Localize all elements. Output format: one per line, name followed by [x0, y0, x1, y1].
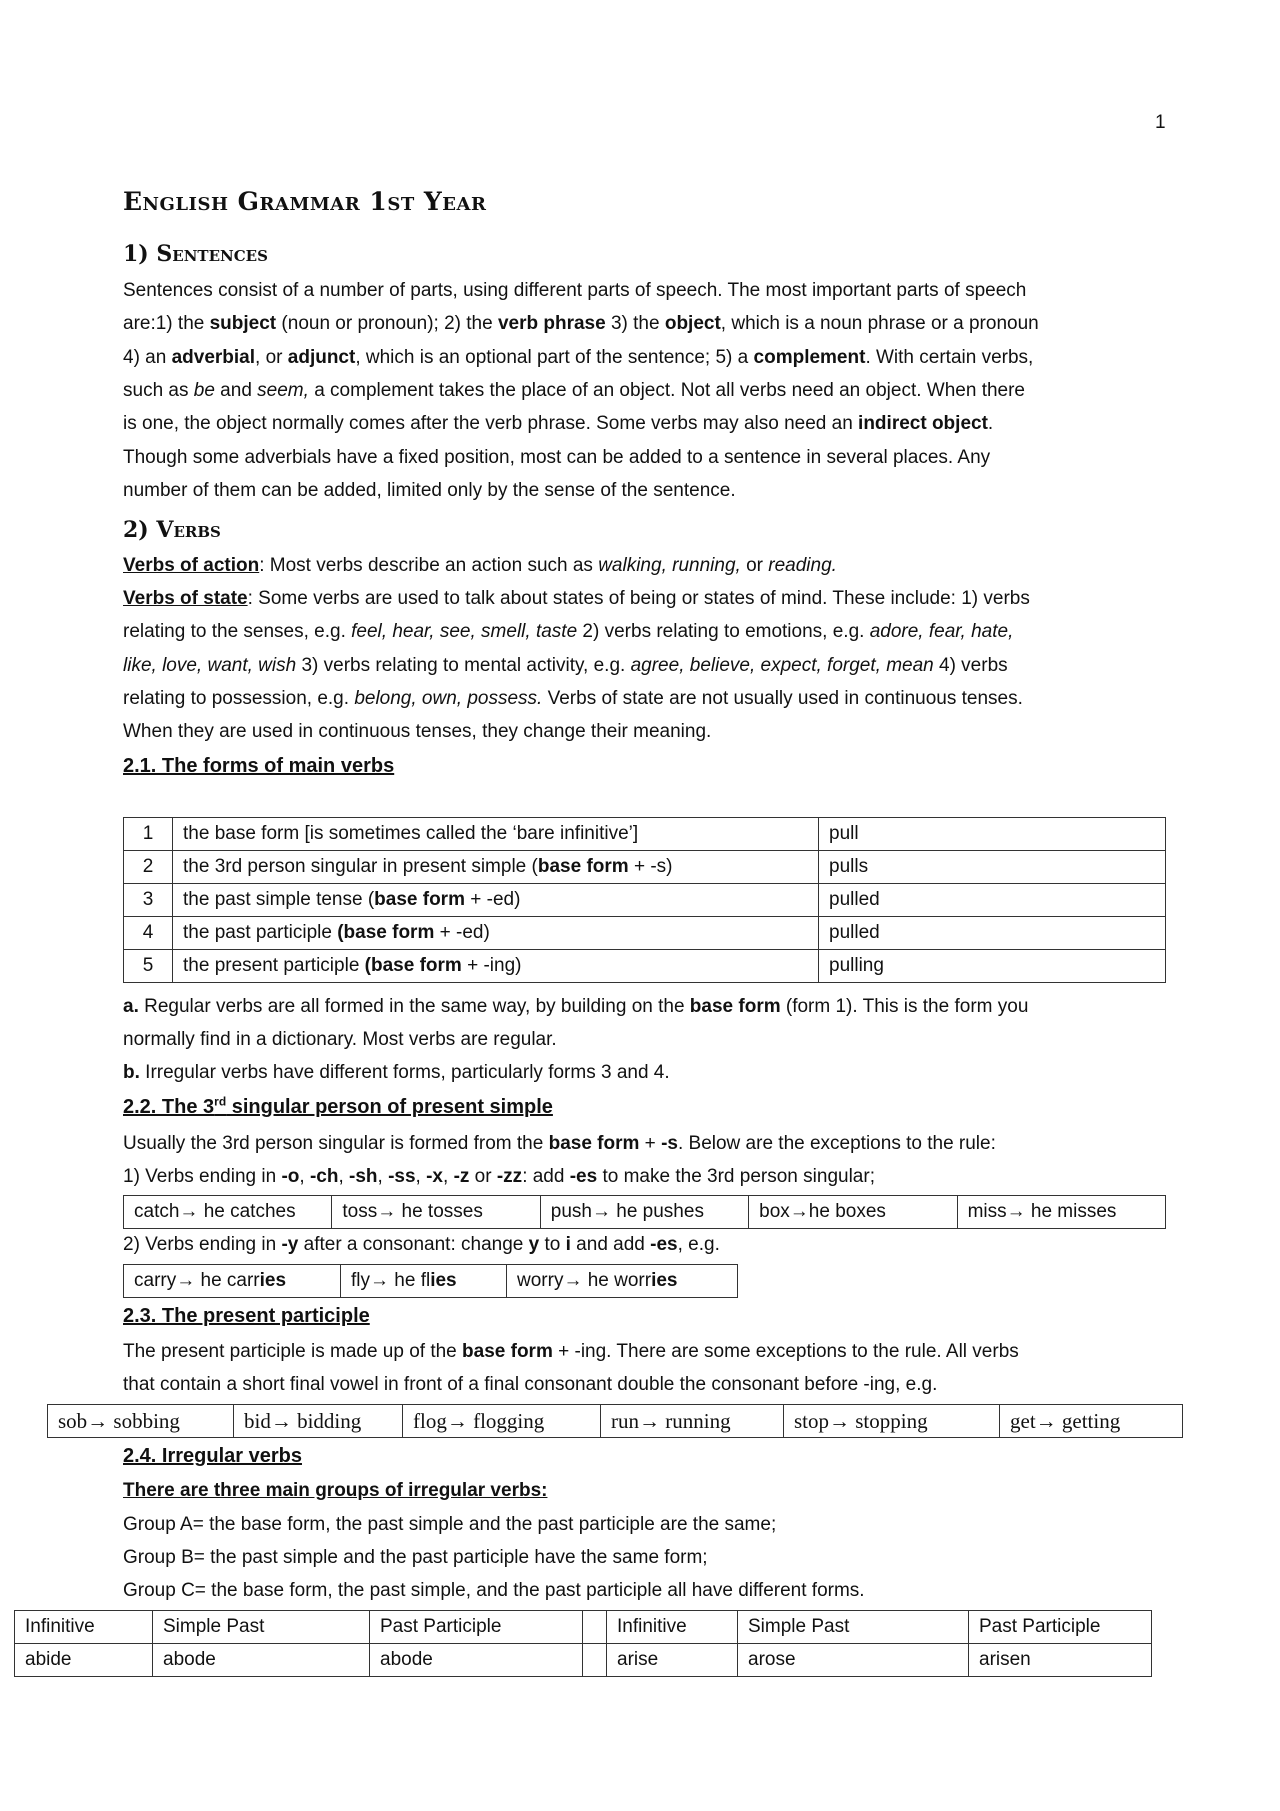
text-run: Verbs of action	[123, 555, 260, 576]
subsection-heading-third-person	[123, 1091, 553, 1124]
text-run: a complement takes the place of an object. Not all verbs need an object. When there	[308, 380, 1026, 401]
text-run: like, love, want, wish	[123, 655, 297, 676]
text-run: -sh	[349, 1166, 378, 1187]
text-run: 2) verbs relating to emotions, e.g.	[577, 621, 870, 642]
text-run: (base form	[364, 955, 462, 976]
paragraph-line	[123, 441, 990, 474]
form-description-cell	[173, 851, 819, 884]
example-cell	[124, 1265, 341, 1298]
subsection-heading-forms: 2.1. The forms of main verbs	[123, 755, 395, 777]
text-run: carry→ he carr	[134, 1270, 260, 1291]
example-cell: miss→ he misses	[957, 1196, 1165, 1229]
text-run: Regular verbs are all formed in the same way, by building on the	[138, 996, 690, 1017]
paragraph-line	[123, 549, 837, 582]
section-heading-sentences: 1) Sentences	[123, 241, 268, 267]
text-run: relating to the senses, e.g.	[123, 621, 352, 642]
example-cell: bid→ bidding	[234, 1405, 403, 1438]
paragraph-line	[123, 341, 1033, 374]
text-run: ies	[259, 1270, 287, 1291]
paragraph-line	[123, 715, 711, 748]
text-run: base form	[374, 889, 465, 910]
note-line	[123, 1056, 670, 1089]
table-row	[124, 950, 1166, 983]
text-run: 2.2. The 3	[123, 1096, 215, 1118]
text-run: and add	[570, 1234, 651, 1255]
text-run: 1) Verbs ending in	[123, 1166, 282, 1187]
text-run: fly→ he fl	[351, 1270, 431, 1291]
text-run: (form 1). This is the form you	[780, 996, 1029, 1017]
text-run: -ch	[309, 1166, 339, 1187]
text-run: , which is an optional part of the sentence; 5) a	[355, 347, 754, 368]
example-cell: run→ running	[601, 1405, 784, 1438]
text-run: Irregular verbs have different forms, particularly forms 3 and 4.	[139, 1062, 670, 1083]
ies-examples-table	[123, 1264, 738, 1298]
example-cell: get→ getting	[1000, 1405, 1183, 1438]
text-run: -z	[453, 1166, 470, 1187]
text-run: to make the 3rd person singular;	[597, 1166, 875, 1187]
text-run: and	[214, 380, 258, 401]
form-number-cell: 5	[124, 950, 173, 983]
section-heading-verbs: 2) Verbs	[123, 517, 221, 543]
text-run: ies	[430, 1270, 457, 1291]
text-run: a.	[123, 996, 139, 1017]
example-cell: stop→ stopping	[784, 1405, 1000, 1438]
text-run: rd	[214, 1094, 227, 1109]
example-cell: catch→ he catches	[124, 1196, 332, 1229]
text-run: -o	[281, 1166, 300, 1187]
group-b-line: Group B= the past simple and the past participle have the same form;	[123, 1547, 708, 1568]
form-number-cell: 3	[124, 884, 173, 917]
text-run: + -ing)	[461, 955, 522, 976]
es-examples-table	[123, 1195, 1166, 1229]
paragraph-line	[123, 1335, 1019, 1368]
text-run: , or	[255, 347, 288, 368]
example-cell: sob→ sobbing	[48, 1405, 234, 1438]
paragraph-line	[123, 682, 1023, 715]
text-run: or	[740, 555, 769, 576]
form-example-cell: pulled	[819, 884, 1166, 917]
example-cell	[507, 1265, 738, 1298]
text-run: feel, hear, see, smell, taste	[351, 621, 578, 642]
text-run: the 3rd person singular in present simple (	[183, 856, 538, 877]
text-run: .	[987, 413, 994, 434]
text-run: -zz	[496, 1166, 523, 1187]
text-run: -es	[650, 1234, 678, 1255]
text-run: base form	[462, 1341, 553, 1362]
column-header: Past Participle	[370, 1611, 583, 1644]
text-run: , e.g.	[677, 1234, 720, 1255]
table-cell: abide	[15, 1644, 153, 1677]
text-run: ,	[338, 1166, 350, 1187]
text-run: The present participle is made up of the	[123, 1341, 463, 1362]
form-description-cell	[173, 950, 819, 983]
text-run: base form	[548, 1133, 640, 1154]
text-run: 4) an	[123, 347, 172, 368]
text-run: + -ed)	[434, 922, 490, 943]
text-run: is one, the object normally comes after the verb phrase. Some verbs may also need an	[123, 413, 859, 434]
text-run: (base form	[337, 922, 435, 943]
text-run: base form	[689, 996, 781, 1017]
column-header: Infinitive	[15, 1611, 153, 1644]
paragraph-line	[123, 274, 1026, 307]
text-run: + -ing. There are some exceptions to the rule. All verbs	[552, 1341, 1019, 1362]
form-description-cell	[173, 818, 819, 851]
paragraph-line	[123, 615, 1013, 648]
paragraph-line	[123, 374, 1025, 407]
text-run: ies	[651, 1270, 678, 1291]
table-row	[15, 1644, 1152, 1677]
form-number-cell: 1	[124, 818, 173, 851]
table-row	[48, 1405, 1183, 1438]
form-example-cell: pulls	[819, 851, 1166, 884]
text-run: -x	[426, 1166, 444, 1187]
form-number-cell: 2	[124, 851, 173, 884]
text-run: verb phrase	[497, 313, 606, 334]
group-c-line: Group C= the base form, the past simple, and the past participle all have different forms.	[123, 1580, 865, 1601]
text-run: (noun or pronoun); 2) the	[276, 313, 498, 334]
text-run: indirect object	[858, 413, 988, 434]
text-run: + -s)	[628, 856, 673, 877]
table-row	[124, 884, 1166, 917]
text-run: : add	[522, 1166, 570, 1187]
example-cell: box→he boxes	[749, 1196, 957, 1229]
text-run: the past simple tense (	[183, 889, 375, 910]
text-run: after a consonant: change	[298, 1234, 529, 1255]
text-run: agree, believe, expect, forget, mean	[630, 655, 934, 676]
document-title: English Grammar 1st Year	[123, 187, 487, 216]
text-run: ,	[415, 1166, 427, 1187]
text-run: singular person of present simple	[226, 1096, 553, 1118]
text-run: ,	[299, 1166, 310, 1187]
irregular-verbs-table	[14, 1610, 1152, 1677]
page-number: 1	[1155, 112, 1166, 133]
form-example-cell: pull	[819, 818, 1166, 851]
form-example-cell: pulled	[819, 917, 1166, 950]
text-run: -es	[569, 1166, 598, 1187]
irregular-subheading: There are three main groups of irregular verbs:	[123, 1480, 548, 1501]
column-header: Infinitive	[607, 1611, 738, 1644]
table-row	[124, 1265, 738, 1298]
text-run: the base form [is sometimes called the ‘bare infinitive’]	[183, 823, 639, 844]
paragraph-line	[123, 1368, 937, 1401]
text-run: i	[565, 1234, 571, 1255]
text-run: Though some adverbials have a fixed position, most can be added to a sentence in several places. Any	[123, 447, 991, 468]
text-run: +	[639, 1133, 662, 1154]
text-run: subject	[209, 313, 277, 334]
text-run: the past participle	[183, 922, 338, 943]
text-run: adore, fear, hate,	[869, 621, 1014, 642]
text-run: seem,	[257, 380, 309, 401]
ing-examples-table	[47, 1404, 1183, 1438]
text-run: that contain a short final vowel in front of a final consonant double the consonant before -ing, e.g.	[123, 1374, 938, 1395]
paragraph-line	[123, 307, 1039, 340]
text-run: + -ed)	[464, 889, 521, 910]
text-run: reading.	[768, 555, 837, 576]
example-cell: flog→ flogging	[403, 1405, 601, 1438]
text-run: . With certain verbs,	[865, 347, 1034, 368]
text-run: adjunct	[287, 347, 356, 368]
text-run: -y	[281, 1234, 299, 1255]
form-example-cell: pulling	[819, 950, 1166, 983]
subsection-heading-irregular: 2.4. Irregular verbs	[123, 1445, 302, 1467]
table-row	[124, 818, 1166, 851]
text-run: 3) verbs relating to mental activity, e.g.	[296, 655, 631, 676]
text-run: -ss	[388, 1166, 416, 1187]
text-run: the present participle	[183, 955, 365, 976]
text-run: belong, own, possess.	[354, 688, 543, 709]
text-run: ,	[443, 1166, 454, 1187]
text-run: Verbs of state	[123, 588, 248, 609]
paragraph-line	[123, 1228, 720, 1261]
table-cell: abode	[370, 1644, 583, 1677]
text-run: ,	[377, 1166, 389, 1187]
note-line	[123, 1023, 557, 1056]
text-run: 4) verbs	[933, 655, 1008, 676]
text-run: Usually the 3rd person singular is formed from the	[123, 1133, 549, 1154]
table-cell: arise	[607, 1644, 738, 1677]
table-row	[124, 917, 1166, 950]
paragraph-line	[123, 1160, 875, 1193]
text-run: 2) Verbs ending in	[123, 1234, 282, 1255]
text-run: , which is a noun phrase or a pronoun	[720, 313, 1039, 334]
text-run: y	[528, 1234, 540, 1255]
column-header: Past Participle	[969, 1611, 1152, 1644]
paragraph-line	[123, 582, 1030, 615]
note-line	[123, 990, 1028, 1023]
subsection-heading-present-participle: 2.3. The present participle	[123, 1305, 370, 1327]
text-run: 3) the	[605, 313, 665, 334]
form-description-cell	[173, 884, 819, 917]
text-run: -s	[661, 1133, 678, 1154]
example-cell	[341, 1265, 507, 1298]
form-number-cell: 4	[124, 917, 173, 950]
text-run: Sentences consist of a number of parts, using different parts of speech. The most important parts of speech	[123, 280, 1027, 301]
text-run: to	[539, 1234, 566, 1255]
form-description-cell	[173, 917, 819, 950]
text-run: complement	[753, 347, 866, 368]
table-cell: abode	[153, 1644, 370, 1677]
table-row	[124, 851, 1166, 884]
text-run: b.	[123, 1062, 140, 1083]
group-a-line: Group A= the base form, the past simple and the past participle are the same;	[123, 1514, 777, 1535]
paragraph-line	[123, 1127, 996, 1160]
text-run: Verbs of state are not usually used in continuous tenses.	[542, 688, 1023, 709]
column-header: Simple Past	[738, 1611, 969, 1644]
example-cell: push→ he pushes	[540, 1196, 748, 1229]
column-header	[583, 1611, 607, 1644]
table-cell	[583, 1644, 607, 1677]
table-header-row	[15, 1611, 1152, 1644]
table-row	[124, 1196, 1166, 1229]
text-run: adverbial	[171, 347, 256, 368]
table-cell: arisen	[969, 1644, 1152, 1677]
text-run: worry→ he worr	[517, 1270, 652, 1291]
paragraph-line	[123, 649, 1008, 682]
example-cell: toss→ he tosses	[332, 1196, 540, 1229]
text-run: be	[193, 380, 215, 401]
text-run: object	[664, 313, 721, 334]
text-run: . Below are the exceptions to the rule:	[677, 1133, 996, 1154]
paragraph-line	[123, 407, 993, 440]
text-run: relating to possession, e.g.	[123, 688, 355, 709]
text-run: base form	[537, 856, 629, 877]
column-header: Simple Past	[153, 1611, 370, 1644]
paragraph-line	[123, 474, 736, 507]
text-run: or	[469, 1166, 497, 1187]
table-cell: arose	[738, 1644, 969, 1677]
text-run: normally find in a dictionary. Most verbs are regular.	[123, 1029, 557, 1050]
text-run: are:1) the	[123, 313, 210, 334]
forms-table	[123, 817, 1166, 983]
text-run: such as	[123, 380, 194, 401]
text-run: When they are used in continuous tenses, they change their meaning.	[123, 721, 712, 742]
text-run: : Some verbs are used to talk about states of being or states of mind. These include: 1) verbs	[247, 588, 1030, 609]
text-run: : Most verbs describe an action such as	[259, 555, 599, 576]
text-run: number of them can be added, limited only by the sense of the sentence.	[123, 480, 736, 501]
text-run: walking, running,	[598, 555, 741, 576]
